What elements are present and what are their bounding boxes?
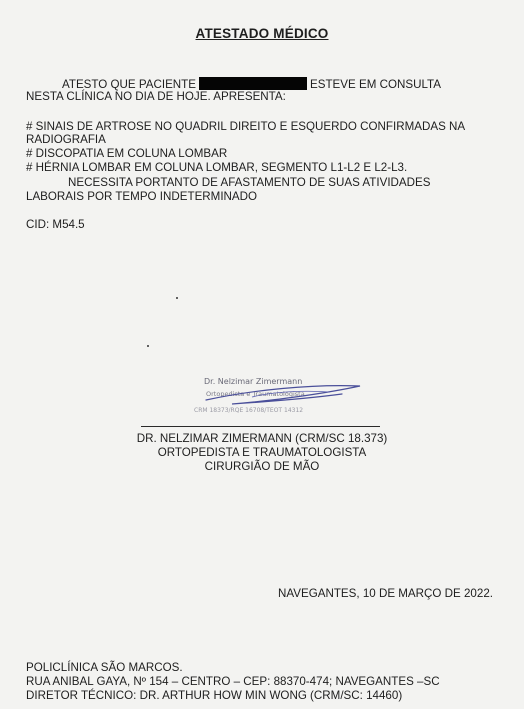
redacted-patient-name bbox=[199, 77, 307, 90]
stamp-name: Dr. Nelzimar Zimermann bbox=[204, 377, 303, 386]
speck bbox=[176, 297, 178, 299]
clinic-name: POLICLÍNICA SÃO MARCOS. bbox=[26, 661, 183, 674]
document-title: ATESTADO MÉDICO bbox=[195, 26, 329, 41]
finding-line: RADIOGRAFIA bbox=[26, 133, 106, 146]
technical-director: DIRETOR TÉCNICO: DR. ARTHUR HOW MIN WONG (CRM/SC: 14460) bbox=[26, 689, 403, 702]
intro-line-1: ATESTO QUE PACIENTE ESTEVE EM CONSULTA bbox=[62, 78, 441, 91]
doctor-name: DR. NELZIMAR ZIMERMANN (CRM/SC 18.373) bbox=[136, 432, 388, 445]
cid-code: CID: M54.5 bbox=[26, 218, 85, 231]
stamp-specialty: Ortopedista e Traumatologista bbox=[206, 390, 305, 398]
finding-line: # HÉRNIA LOMBAR EM COLUNA LOMBAR, SEGMENTO L1-L2 E L2-L3. bbox=[26, 161, 408, 174]
intro-line-2: NESTA CLÍNICA NO DIA DE HOJE. APRESENTA: bbox=[26, 90, 286, 103]
doctor-subspecialty: CIRURGIÃO DE MÃO bbox=[204, 460, 320, 473]
stamp-crm: CRM 18373/RQE 16708/TEOT 14312 bbox=[194, 407, 304, 414]
place-and-date: NAVEGANTES, 10 DE MARÇO DE 2022. bbox=[278, 587, 493, 600]
signature-line bbox=[141, 426, 380, 427]
speck bbox=[147, 345, 149, 347]
doctor-stamp bbox=[192, 370, 372, 420]
clinic-address: RUA ANIBAL GAYA, Nº 154 – CENTRO – CEP: 88370-474; NAVEGANTES –SC bbox=[26, 675, 440, 688]
conclusion-line: LABORAIS POR TEMPO INDETERMINADO bbox=[26, 190, 258, 203]
conclusion-line: NECESSITA PORTANTO DE AFASTAMENTO DE SUAS ATIVIDADES bbox=[68, 176, 431, 189]
doctor-specialty: ORTOPEDISTA E TRAUMATOLOGISTA bbox=[157, 446, 367, 459]
finding-line: # DISCOPATIA EM COLUNA LOMBAR bbox=[26, 147, 228, 160]
signature-scribble bbox=[192, 370, 372, 420]
finding-line: # SINAIS DE ARTROSE NO QUADRIL DIREITO E ESQUERDO CONFIRMADAS NA bbox=[26, 120, 466, 133]
